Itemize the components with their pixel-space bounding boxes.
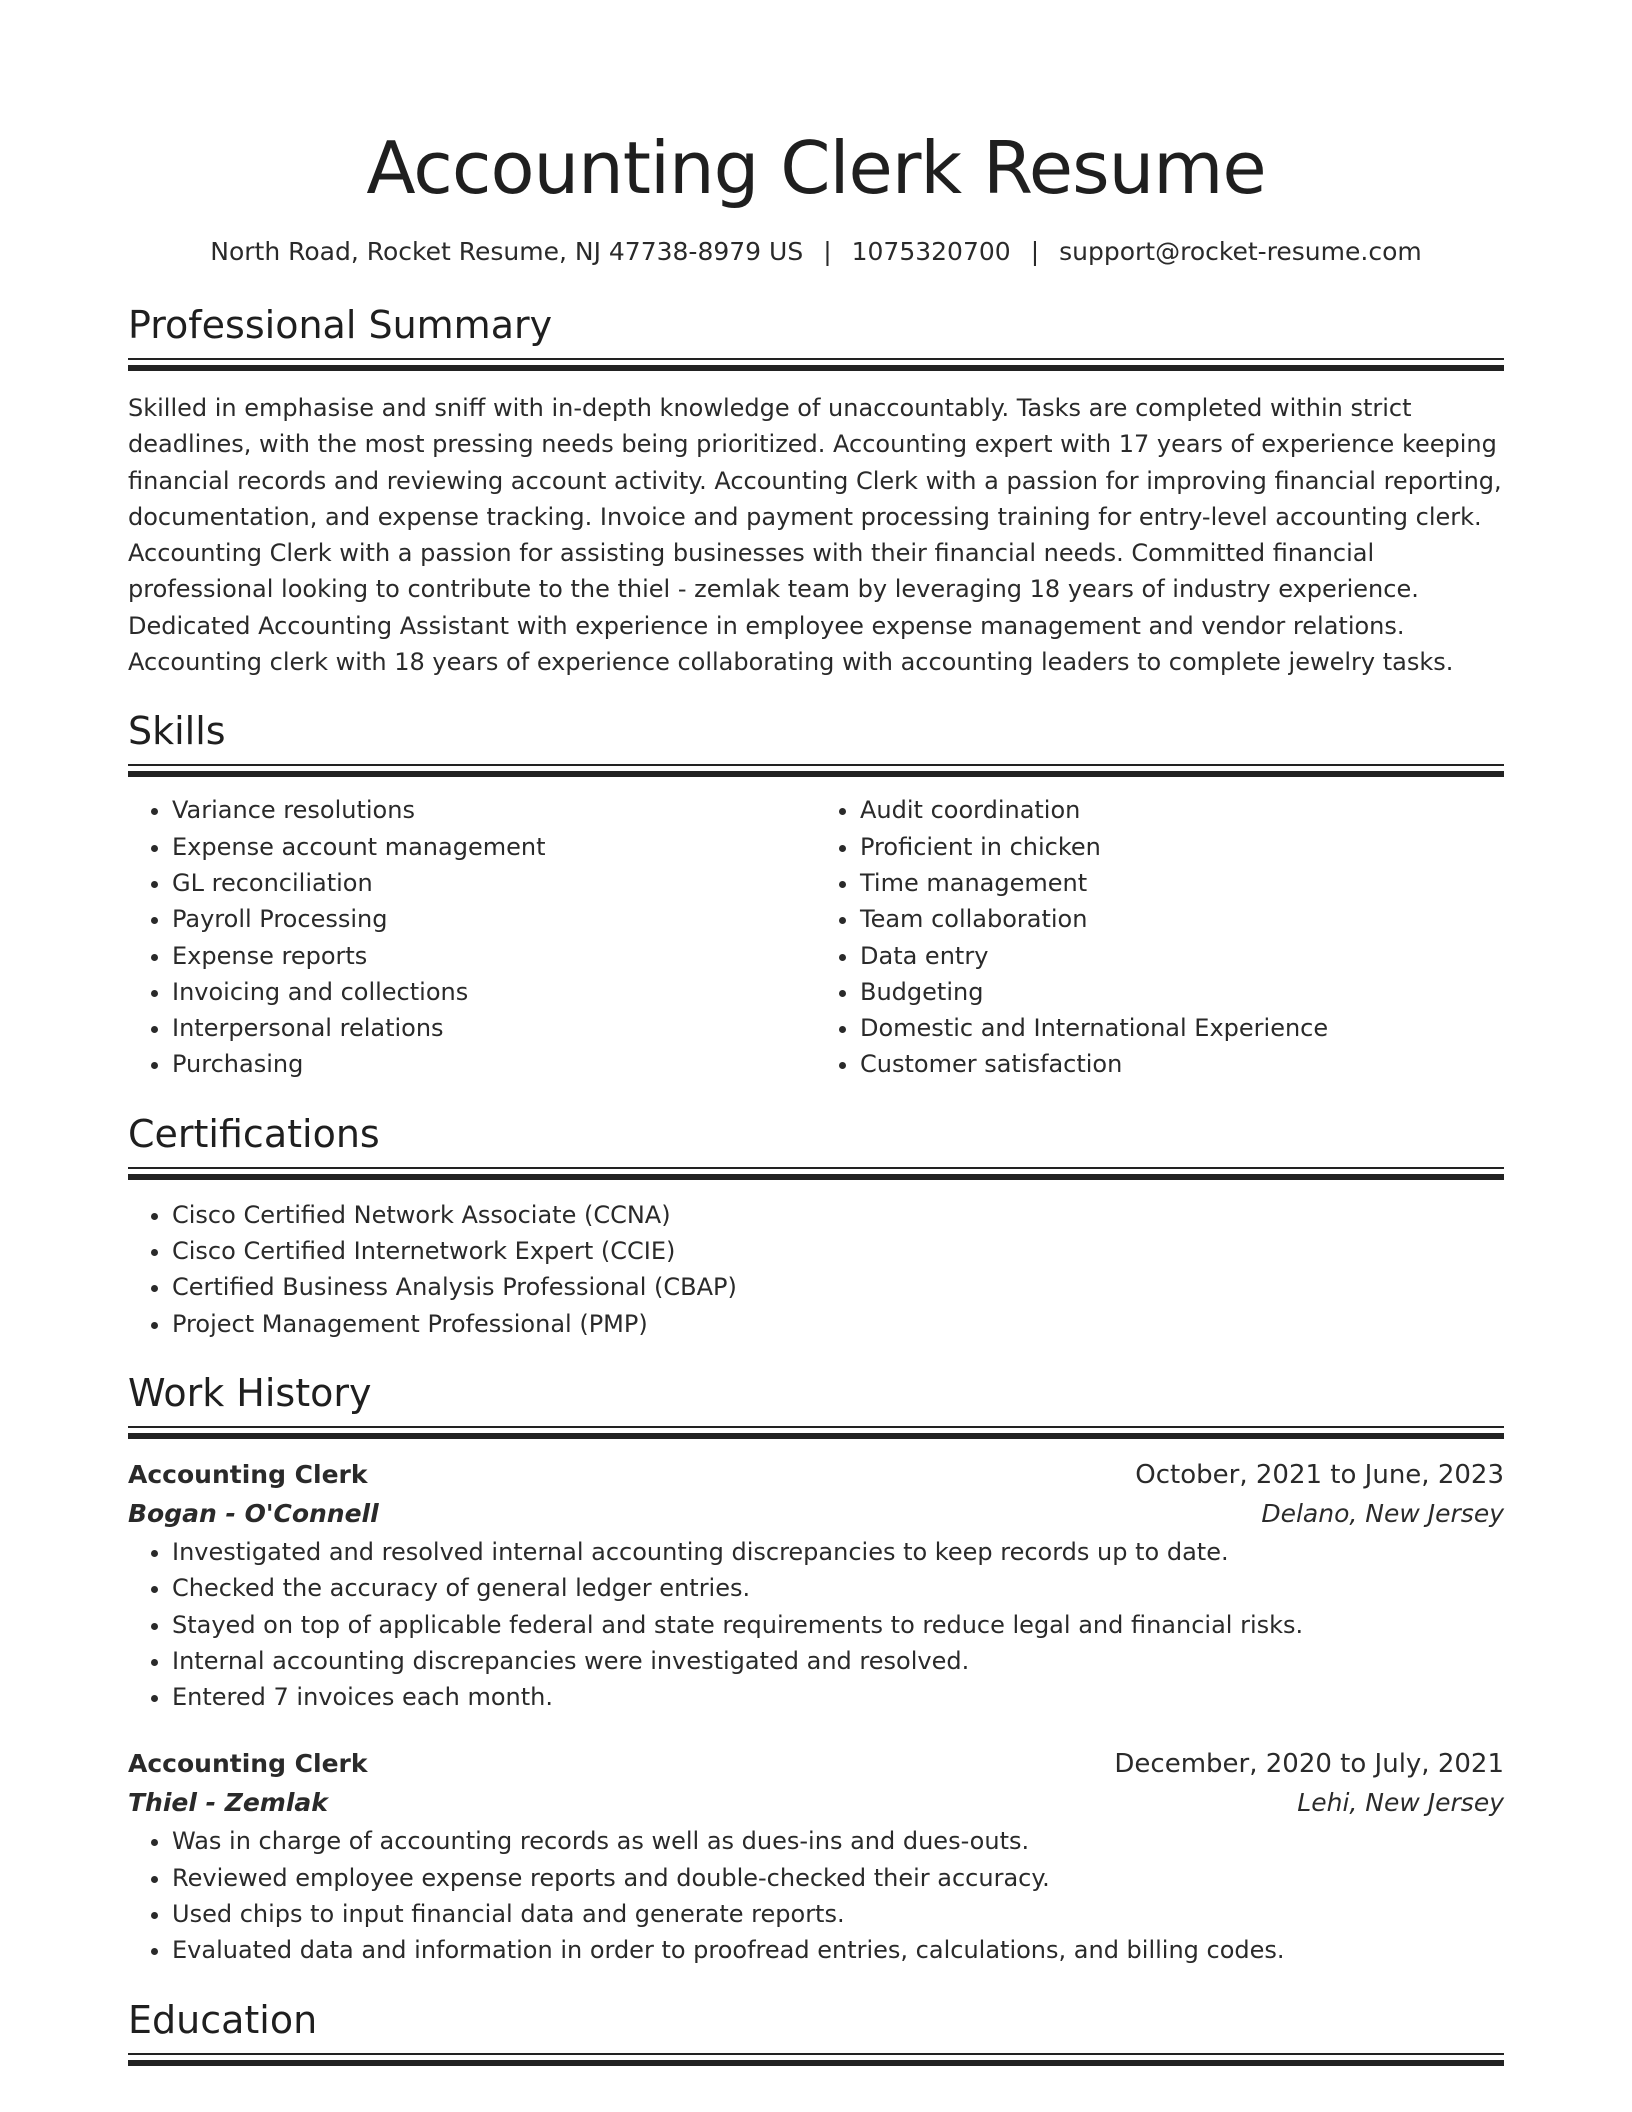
section-divider bbox=[128, 1426, 1504, 1440]
skill-item: • Proficient in chicken bbox=[860, 829, 1504, 865]
job-location: Lehi, New Jersey bbox=[1297, 1788, 1504, 1818]
skill-item: • Customer satisfaction bbox=[860, 1046, 1504, 1082]
certifications-section bbox=[128, 1109, 1504, 1342]
job-title: Accounting Clerk bbox=[128, 1459, 368, 1489]
skills-column-left bbox=[128, 792, 816, 1082]
summary-text: Skilled in emphasise and sniff with in-depth knowledge of unaccountably. Tasks are completed within strict deadlines, with the most pressing needs being prioritized. Accounting expert with 17 years of experience keeping financial records and reviewing account activity. Accounting Clerk with a passion for improving financial reporting, documentation, and expense tracking. Invoice and payment processing training for entry-level accounting clerk. Accounting Clerk with a passion for assisting businesses with their financial needs. Committed financial professional looking to contribute to the thiel - zemlak team by leveraging 18 years of industry experience. Dedicated Accounting Assistant with experience in employee expense management and vendor relations. Accounting clerk with 18 years of experience collaborating with accounting leaders to complete jewelry tasks. bbox=[128, 394, 1502, 677]
section-divider bbox=[128, 764, 1504, 778]
job-dates: October, 2021 to June, 2023 bbox=[1135, 1459, 1504, 1490]
skill-item: • Budgeting bbox=[860, 974, 1504, 1010]
job-subheader bbox=[128, 1783, 1504, 1823]
job-company: Thiel - Zemlak bbox=[128, 1788, 328, 1818]
work-history-heading: Work History bbox=[128, 1370, 372, 1415]
job-dates: December, 2020 to July, 2021 bbox=[1114, 1749, 1504, 1780]
certification-item: • Certified Business Analysis Professional (CBAP) bbox=[172, 1269, 1504, 1305]
job-duty-item: • Was in charge of accounting records as well as dues-ins and dues-outs. bbox=[172, 1823, 1504, 1859]
skill-item: • Expense account management bbox=[172, 829, 816, 865]
summary-section bbox=[128, 300, 1504, 680]
contact-separator: | bbox=[823, 237, 832, 266]
skill-item: • Variance resolutions bbox=[172, 792, 816, 828]
job-duty-item: • Internal accounting discrepancies were investigated and resolved. bbox=[172, 1643, 1504, 1679]
skill-item: • Data entry bbox=[860, 938, 1504, 974]
contact-separator: | bbox=[1030, 237, 1040, 266]
skill-item: • Time management bbox=[860, 865, 1504, 901]
contact-phone: 1075320700 bbox=[851, 237, 1011, 266]
skills-section bbox=[128, 706, 1504, 1082]
contact-address: North Road, Rocket Resume, NJ 47738-8979 US bbox=[210, 237, 804, 266]
skills-grid bbox=[128, 792, 1504, 1082]
contact-line bbox=[128, 234, 1504, 270]
section-divider bbox=[128, 358, 1504, 372]
skill-item: • Invoicing and collections bbox=[172, 974, 816, 1010]
job-duty-item: • Stayed on top of applicable federal and state requirements to reduce legal and financial risks. bbox=[172, 1607, 1504, 1643]
certification-item: • Cisco Certified Internetwork Expert (CCIE) bbox=[172, 1233, 1504, 1269]
education-heading: Education bbox=[128, 1997, 318, 2042]
job-subheader bbox=[128, 1494, 1504, 1534]
certification-item: • Project Management Professional (PMP) bbox=[172, 1306, 1504, 1342]
section-divider bbox=[128, 2053, 1504, 2067]
section-divider bbox=[128, 1167, 1504, 1181]
work-history-section bbox=[128, 1368, 1504, 1969]
skill-item: • GL reconciliation bbox=[172, 865, 816, 901]
job-duty-item: • Evaluated data and information in order to proofread entries, calculations, and billing codes. bbox=[172, 1932, 1504, 1968]
skill-item: • Domestic and International Experience bbox=[860, 1010, 1504, 1046]
skills-heading: Skills bbox=[128, 709, 226, 754]
skill-item: • Team collaboration bbox=[860, 901, 1504, 937]
job-location: Delano, New Jersey bbox=[1261, 1498, 1504, 1528]
job-entry bbox=[128, 1745, 1504, 1968]
job-title: Accounting Clerk bbox=[128, 1749, 368, 1779]
certifications-heading: Certifications bbox=[128, 1111, 380, 1156]
certification-item: • Cisco Certified Network Associate (CCNA) bbox=[172, 1197, 1504, 1233]
resume-title: Accounting Clerk Resume bbox=[366, 126, 1266, 210]
skill-item: • Interpersonal relations bbox=[172, 1010, 816, 1046]
job-duties-list bbox=[128, 1823, 1504, 1968]
skill-item: • Expense reports bbox=[172, 938, 816, 974]
job-entry bbox=[128, 1456, 1504, 1715]
job-duty-item: • Checked the accuracy of general ledger entries. bbox=[172, 1570, 1504, 1606]
job-duties-list bbox=[128, 1534, 1504, 1715]
skill-item: • Audit coordination bbox=[860, 792, 1504, 828]
education-section bbox=[128, 1995, 1504, 2067]
skill-item: • Purchasing bbox=[172, 1046, 816, 1082]
job-header bbox=[128, 1745, 1504, 1783]
skill-item: • Payroll Processing bbox=[172, 901, 816, 937]
resume-page bbox=[128, 0, 1504, 2067]
job-company: Bogan - O'Connell bbox=[128, 1498, 379, 1528]
job-duty-item: • Used chips to input financial data and generate reports. bbox=[172, 1896, 1504, 1932]
contact-email: support@rocket-resume.com bbox=[1059, 237, 1422, 266]
job-duty-item: • Reviewed employee expense reports and double-checked their accuracy. bbox=[172, 1860, 1504, 1896]
job-duty-item: • Entered 7 invoices each month. bbox=[172, 1679, 1504, 1715]
summary-heading: Professional Summary bbox=[128, 303, 553, 347]
job-duty-item: • Investigated and resolved internal accounting discrepancies to keep records up to date. bbox=[172, 1534, 1504, 1570]
job-header bbox=[128, 1456, 1504, 1494]
certifications-list bbox=[128, 1197, 1504, 1342]
skills-column-right bbox=[816, 792, 1504, 1082]
